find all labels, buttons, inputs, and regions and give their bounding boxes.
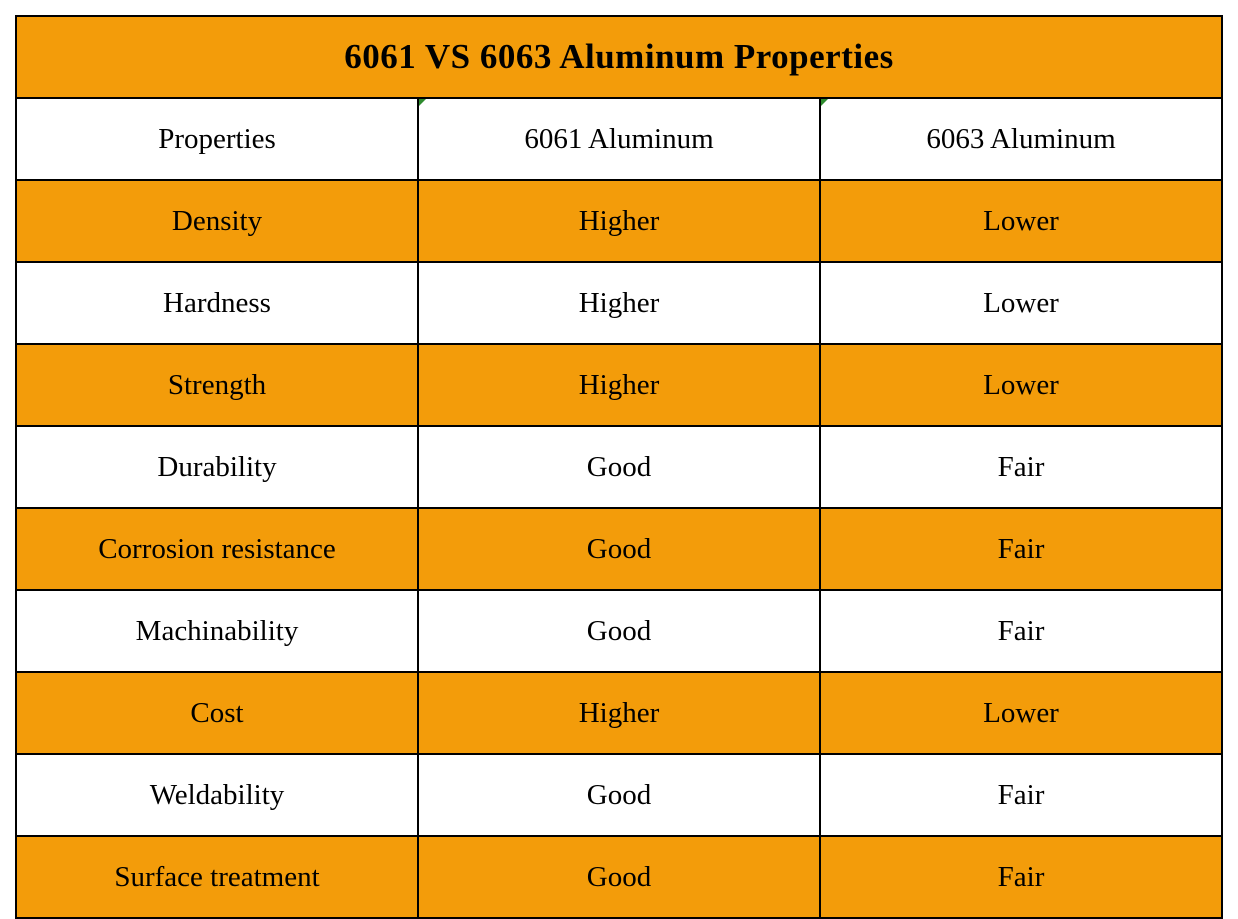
value-6063: Lower [820, 262, 1222, 344]
properties-table [15, 15, 1223, 919]
table-row [16, 836, 1222, 918]
column-header-6061 [418, 98, 820, 180]
value-6061: Higher [418, 262, 820, 344]
property-name: Durability [16, 426, 418, 508]
property-name: Surface treatment [16, 836, 418, 918]
table-row [16, 426, 1222, 508]
value-6061: Good [418, 754, 820, 836]
value-6063: Lower [820, 344, 1222, 426]
table-row [16, 754, 1222, 836]
property-name: Cost [16, 672, 418, 754]
title-row [16, 16, 1222, 98]
cell-comment-marker [821, 99, 828, 106]
table-row [16, 508, 1222, 590]
value-6061: Higher [418, 344, 820, 426]
property-name: Density [16, 180, 418, 262]
value-6061: Higher [418, 672, 820, 754]
property-name: Weldability [16, 754, 418, 836]
value-6063: Lower [820, 672, 1222, 754]
value-6061: Higher [418, 180, 820, 262]
value-6061: Good [418, 426, 820, 508]
table-row [16, 672, 1222, 754]
table-row [16, 344, 1222, 426]
value-6063: Fair [820, 590, 1222, 672]
value-6063: Fair [820, 508, 1222, 590]
table-row [16, 590, 1222, 672]
property-name: Strength [16, 344, 418, 426]
value-6063: Fair [820, 754, 1222, 836]
table-row [16, 180, 1222, 262]
cell-comment-marker [419, 99, 426, 106]
value-6061: Good [418, 508, 820, 590]
column-header-6063 [820, 98, 1222, 180]
column-header-properties: Properties [16, 98, 418, 180]
property-name: Corrosion resistance [16, 508, 418, 590]
column-header-6061-label: 6061 Aluminum [524, 122, 714, 155]
value-6063: Lower [820, 180, 1222, 262]
value-6063: Fair [820, 426, 1222, 508]
header-row [16, 98, 1222, 180]
table-title: 6061 VS 6063 Aluminum Properties [16, 16, 1222, 98]
column-header-6063-label: 6063 Aluminum [926, 122, 1116, 155]
property-name: Hardness [16, 262, 418, 344]
table-row [16, 262, 1222, 344]
value-6061: Good [418, 590, 820, 672]
property-name: Machinability [16, 590, 418, 672]
value-6063: Fair [820, 836, 1222, 918]
value-6061: Good [418, 836, 820, 918]
